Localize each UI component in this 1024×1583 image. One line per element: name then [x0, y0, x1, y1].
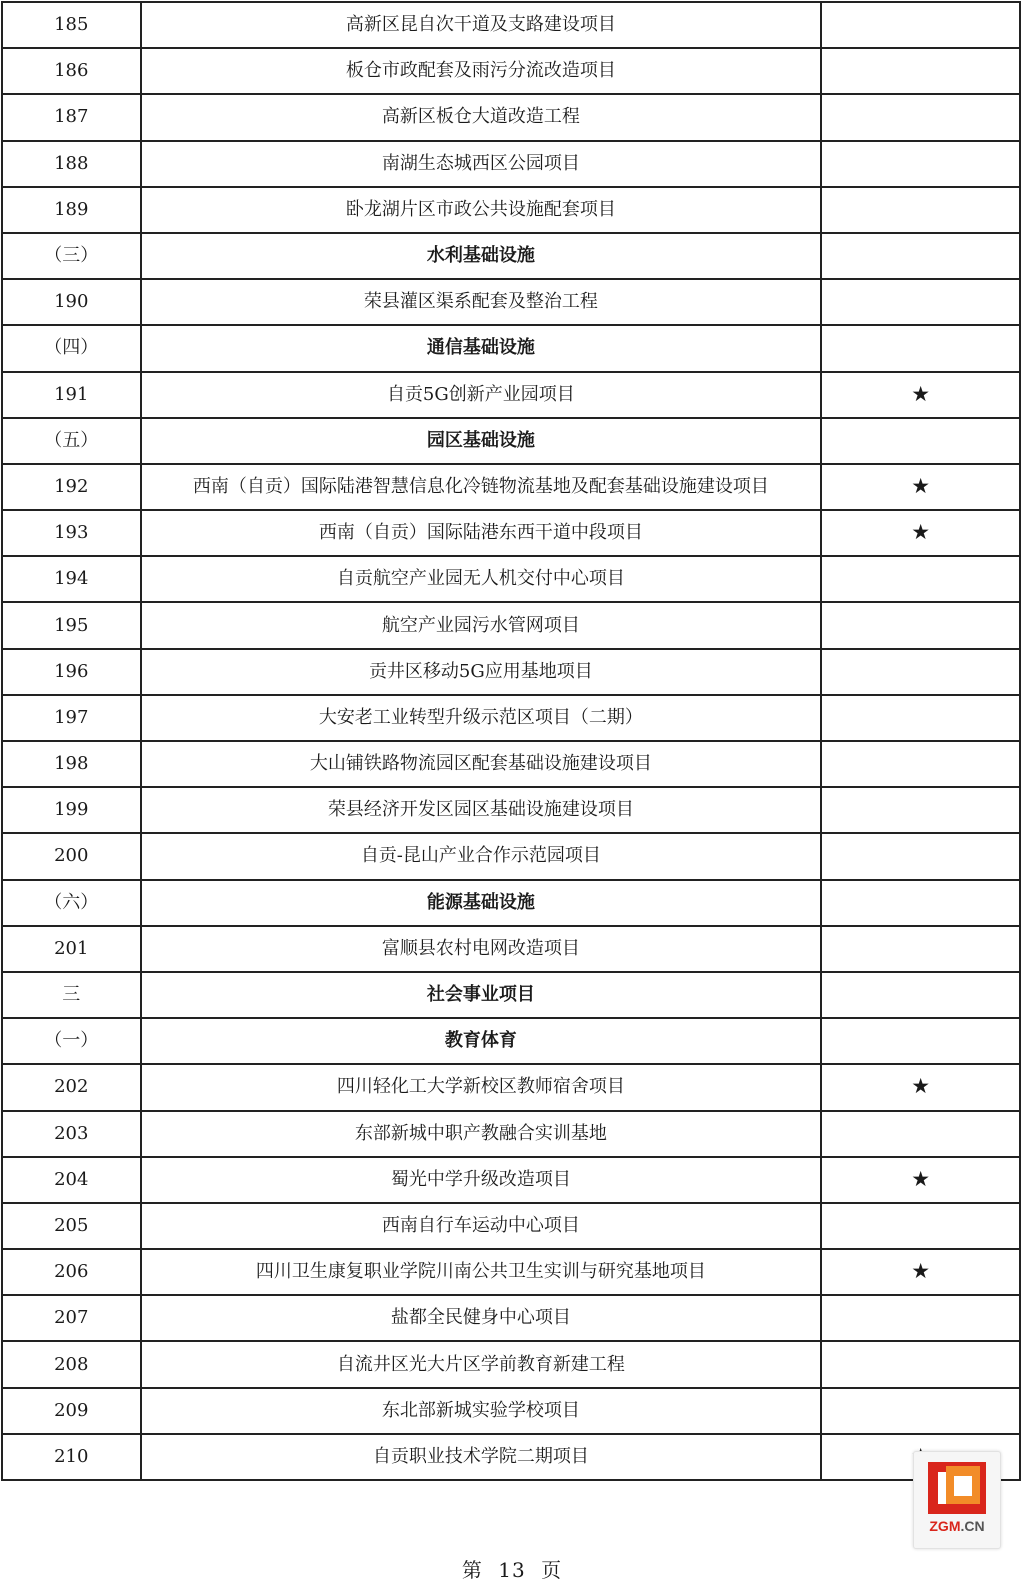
star-cell: [821, 94, 1020, 140]
section-title: 能源基础设施: [141, 880, 822, 926]
project-name: 东北部新城实验学校项目: [141, 1388, 822, 1434]
row-number: 186: [2, 48, 141, 94]
table-row: [2, 926, 1020, 972]
star-cell: [821, 1157, 1020, 1203]
row-number: 187: [2, 94, 141, 140]
table-row: [2, 741, 1020, 787]
row-number: 193: [2, 510, 141, 556]
row-number: 204: [2, 1157, 141, 1203]
section-title: 教育体育: [141, 1018, 822, 1064]
project-name: 西南（自贡）国际陆港智慧信息化冷链物流基地及配套基础设施建设项目: [141, 464, 822, 510]
footer-prefix: 第: [461, 1558, 483, 1582]
zgm-logo-icon: [914, 1452, 1000, 1548]
project-name: 自贡-昆山产业合作示范园项目: [141, 833, 822, 879]
star-cell: [821, 649, 1020, 695]
star-cell: [821, 1203, 1020, 1249]
star-icon: ★: [911, 1166, 931, 1191]
section-title: 社会事业项目: [141, 972, 822, 1018]
table-row: [2, 556, 1020, 602]
row-number: 194: [2, 556, 141, 602]
table-row: [2, 833, 1020, 879]
table-row: [2, 1157, 1020, 1203]
project-name: 四川轻化工大学新校区教师宿舍项目: [141, 1064, 822, 1110]
table-row: [2, 787, 1020, 833]
table-row: [2, 1111, 1020, 1157]
star-icon: ★: [911, 520, 931, 545]
star-cell: [821, 187, 1020, 233]
row-number: 210: [2, 1434, 141, 1480]
table-row: [2, 1064, 1020, 1110]
row-number: 201: [2, 926, 141, 972]
row-number: （六）: [2, 880, 141, 926]
project-name: 高新区昆自次干道及支路建设项目: [141, 2, 822, 48]
star-icon: ★: [911, 1074, 931, 1099]
star-cell: [821, 926, 1020, 972]
star-cell: [821, 233, 1020, 279]
row-number: 192: [2, 464, 141, 510]
table-row: [2, 2, 1020, 48]
project-name: 大安老工业转型升级示范区项目（二期）: [141, 695, 822, 741]
project-name: 盐都全民健身中心项目: [141, 1295, 822, 1341]
section-title: 水利基础设施: [141, 233, 822, 279]
project-name: 东部新城中职产教融合实训基地: [141, 1111, 822, 1157]
star-cell: [821, 972, 1020, 1018]
row-number: 203: [2, 1111, 141, 1157]
section-row: [2, 418, 1020, 464]
project-name: 卧龙湖片区市政公共设施配套项目: [141, 187, 822, 233]
project-name: 富顺县农村电网改造项目: [141, 926, 822, 972]
section-row: [2, 1018, 1020, 1064]
row-number: 205: [2, 1203, 141, 1249]
table-row: [2, 649, 1020, 695]
star-icon: ★: [911, 381, 931, 406]
star-icon: ★: [911, 473, 931, 498]
row-number: 199: [2, 787, 141, 833]
star-cell: [821, 418, 1020, 464]
table-row: [2, 1203, 1020, 1249]
table-row: [2, 695, 1020, 741]
star-cell: [821, 1388, 1020, 1434]
table-row: [2, 48, 1020, 94]
footer-suffix: 页: [541, 1558, 563, 1582]
star-cell: [821, 510, 1020, 556]
star-cell: [821, 279, 1020, 325]
star-cell: [821, 48, 1020, 94]
row-number: （三）: [2, 233, 141, 279]
row-number: 197: [2, 695, 141, 741]
row-number: （五）: [2, 418, 141, 464]
page-footer: [0, 1554, 1024, 1583]
row-number: 189: [2, 187, 141, 233]
star-cell: [821, 325, 1020, 371]
star-icon: ★: [911, 1259, 931, 1284]
table-row: [2, 1341, 1020, 1387]
row-number: （一）: [2, 1018, 141, 1064]
project-name: 自贡航空产业园无人机交付中心项目: [141, 556, 822, 602]
watermark-cn-text: .CN: [960, 1518, 985, 1534]
star-cell: [821, 741, 1020, 787]
project-name: 自贡职业技术学院二期项目: [141, 1434, 822, 1480]
project-name: 板仓市政配套及雨污分流改造项目: [141, 48, 822, 94]
star-cell: [821, 1064, 1020, 1110]
project-name: 荣县灌区渠系配套及整治工程: [141, 279, 822, 325]
section-title: 通信基础设施: [141, 325, 822, 371]
watermark-logo: [913, 1451, 1001, 1549]
star-cell: [821, 602, 1020, 648]
row-number: 188: [2, 141, 141, 187]
row-number: 195: [2, 602, 141, 648]
row-number: 198: [2, 741, 141, 787]
section-row: [2, 325, 1020, 371]
row-number: 209: [2, 1388, 141, 1434]
project-table: [1, 1, 1021, 1481]
svg-text:ZGM.CN: [929, 1518, 984, 1534]
section-row: [2, 233, 1020, 279]
project-table-body: [2, 2, 1020, 1480]
star-cell: [821, 833, 1020, 879]
table-row: [2, 141, 1020, 187]
table-row: [2, 372, 1020, 418]
row-number: 208: [2, 1341, 141, 1387]
section-row: [2, 972, 1020, 1018]
table-row: [2, 1249, 1020, 1295]
table-row: [2, 1295, 1020, 1341]
project-name: 自贡5G创新产业园项目: [141, 372, 822, 418]
row-number: 202: [2, 1064, 141, 1110]
table-row: [2, 187, 1020, 233]
project-name: 西南（自贡）国际陆港东西干道中段项目: [141, 510, 822, 556]
table-row: [2, 1388, 1020, 1434]
project-name: 南湖生态城西区公园项目: [141, 141, 822, 187]
row-number: 185: [2, 2, 141, 48]
star-cell: [821, 372, 1020, 418]
project-name: 自流井区光大片区学前教育新建工程: [141, 1341, 822, 1387]
row-number: 200: [2, 833, 141, 879]
star-cell: [821, 1295, 1020, 1341]
section-title: 园区基础设施: [141, 418, 822, 464]
project-name: 航空产业园污水管网项目: [141, 602, 822, 648]
star-cell: [821, 141, 1020, 187]
star-cell: [821, 2, 1020, 48]
row-number: 191: [2, 372, 141, 418]
project-name: 西南自行车运动中心项目: [141, 1203, 822, 1249]
project-name: 贡井区移动5G应用基地项目: [141, 649, 822, 695]
table-row: [2, 464, 1020, 510]
star-cell: [821, 787, 1020, 833]
star-cell: [821, 1111, 1020, 1157]
table-row: [2, 94, 1020, 140]
row-number: （四）: [2, 325, 141, 371]
project-name: 大山铺铁路物流园区配套基础设施建设项目: [141, 741, 822, 787]
row-number: 206: [2, 1249, 141, 1295]
row-number: 190: [2, 279, 141, 325]
table-row: [2, 510, 1020, 556]
star-cell: [821, 464, 1020, 510]
star-cell: [821, 556, 1020, 602]
project-name: 高新区板仓大道改造工程: [141, 94, 822, 140]
row-number: 196: [2, 649, 141, 695]
table-row: [2, 1434, 1020, 1480]
row-number: 207: [2, 1295, 141, 1341]
table-row: [2, 602, 1020, 648]
project-name: 荣县经济开发区园区基础设施建设项目: [141, 787, 822, 833]
star-cell: [821, 695, 1020, 741]
watermark-zgm-text: ZGM: [929, 1518, 961, 1534]
star-cell: [821, 1018, 1020, 1064]
star-cell: [821, 1249, 1020, 1295]
table-row: [2, 279, 1020, 325]
row-number: 三: [2, 972, 141, 1018]
project-name: 蜀光中学升级改造项目: [141, 1157, 822, 1203]
star-cell: [821, 1341, 1020, 1387]
section-row: [2, 880, 1020, 926]
project-name: 四川卫生康复职业学院川南公共卫生实训与研究基地项目: [141, 1249, 822, 1295]
star-cell: [821, 880, 1020, 926]
page-number: 13: [498, 1558, 526, 1582]
